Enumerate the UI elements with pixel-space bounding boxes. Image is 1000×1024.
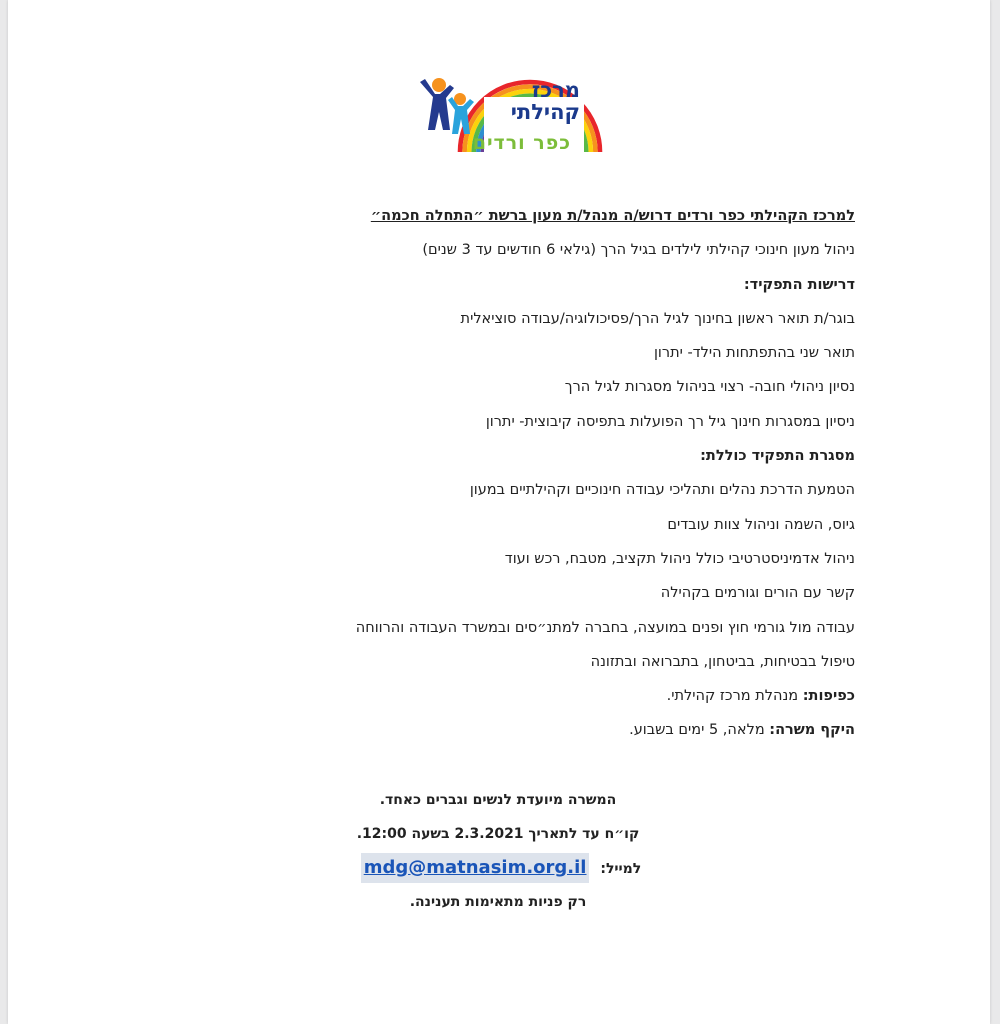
logo-line-1: מרכז xyxy=(531,78,580,102)
reports-to-value: מנהלת מרכז קהילתי. xyxy=(666,688,803,705)
posting-intro: ניהול מעון חינוכי קהילתי לילדים בגיל הרך (גילאי 6 חודשים עד 3 שנים) xyxy=(422,242,855,259)
deadline-line: קו״ח עד לתאריך 2.3.2021 בשעה 12:00. xyxy=(356,826,640,842)
document-page xyxy=(8,0,990,1024)
job-posting-body xyxy=(258,203,855,752)
scope-item: גיוס, השמה וניהול צוות עובדים xyxy=(667,516,855,533)
requirements-title: דרישות התפקיד: xyxy=(743,276,855,293)
job-scope-line xyxy=(258,717,855,751)
scope-item: ניהול אדמיניסטרטיבי כולל ניהול תקציב, מטבח, רכש ועוד xyxy=(504,550,855,567)
equal-opportunity-note: המשרה מיועדת לנשים וגברים כאחד. xyxy=(379,792,617,808)
job-scope-label: היקף משרה: xyxy=(769,722,855,739)
logo-line-2: קהילתי xyxy=(510,100,580,124)
job-scope-value: מלאה, 5 ימים בשבוע. xyxy=(629,722,770,739)
community-center-logo xyxy=(408,52,613,160)
reports-to-label: כפיפות: xyxy=(802,688,855,705)
requirement-item: תואר שני בהתפתחות הילד- יתרון xyxy=(653,345,855,362)
requirement-item: ניסיון במסגרות חינוך גיל רך הפועלות בתפיסה קיבוצית- יתרון xyxy=(485,413,855,430)
email-link[interactable]: mdg@matnasim.org.il xyxy=(361,853,590,883)
email-label: למייל: xyxy=(600,861,642,877)
email-line xyxy=(288,853,708,887)
scope-item: הטמעת הדרכת נהלים ותהליכי עבודה חינוכיים וקהילתיים במעון xyxy=(469,482,855,499)
scope-item: עבודה מול גורמי חוץ ופנים במועצה, בחברה למתנ״סים ובמשרד העבודה והרווחה xyxy=(355,619,855,636)
reports-to-line xyxy=(258,683,855,717)
scope-item: טיפול בבטיחות, בביטחון, בתברואה ובתזונה xyxy=(590,653,855,670)
requirement-item: בוגר/ת תואר ראשון בחינוך לגיל הרך/פסיכולוגיה/עבודה סוציאלית xyxy=(460,310,855,327)
scope-item: קשר עם הורים וגורמים בקהילה xyxy=(660,585,855,602)
posting-footer xyxy=(288,785,708,921)
requirement-item: נסיון ניהולי חובה- רצוי בניהול מסגרות לגיל הרך xyxy=(564,379,855,396)
posting-headline: למרכז הקהילתי כפר ורדים דרוש/ה מנהל/ת מעון ברשת ״התחלה חכמה״ xyxy=(370,208,855,224)
scope-title: מסגרת התפקיד כוללת: xyxy=(700,448,855,465)
logo-line-3: כפר ורדים xyxy=(472,132,571,154)
relevant-only-note: רק פניות מתאימות תענינה. xyxy=(409,894,587,910)
